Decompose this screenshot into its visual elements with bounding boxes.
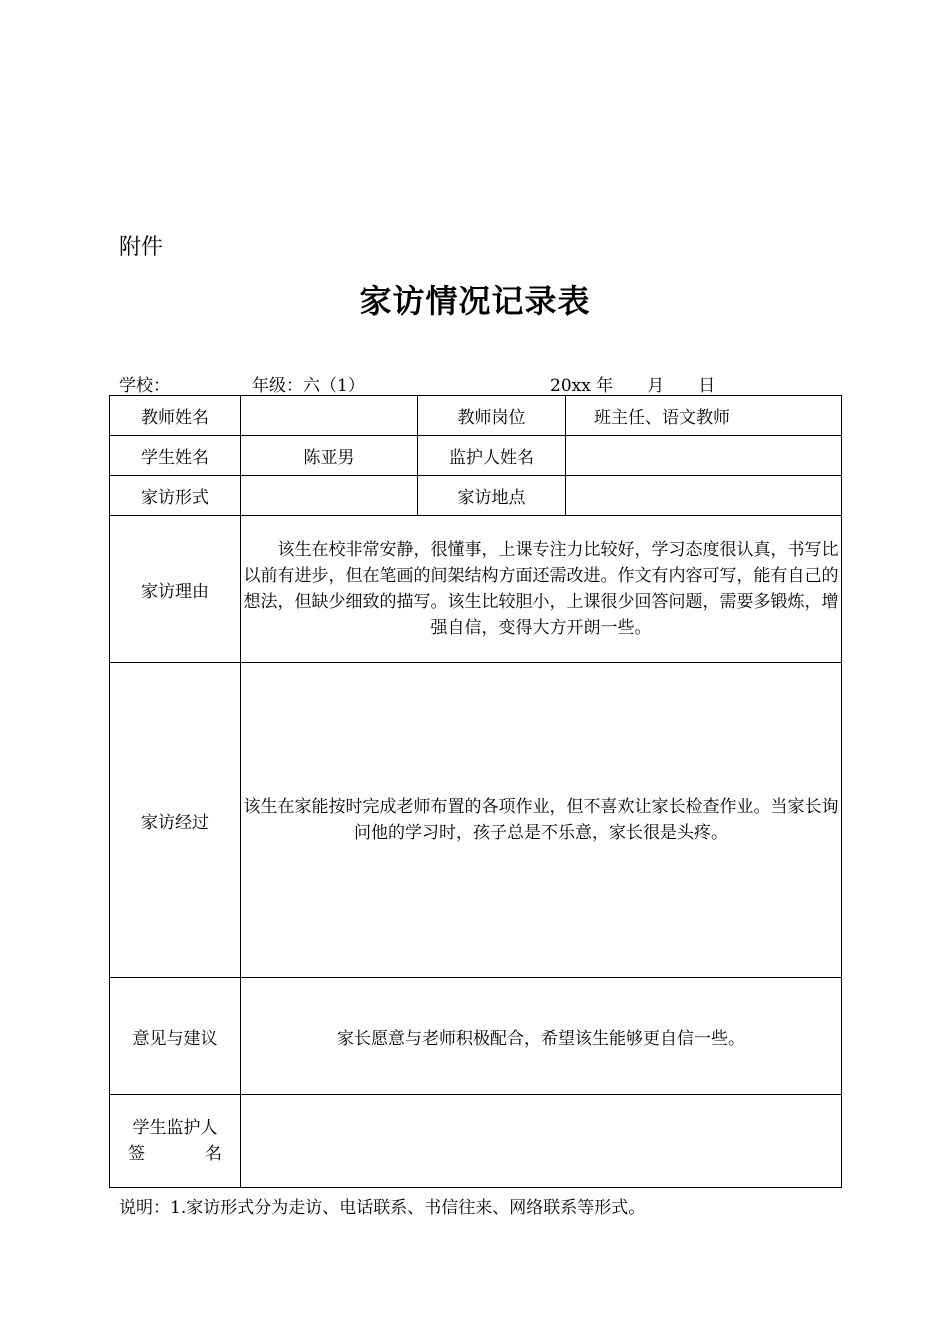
signature-label-char1: 签 bbox=[128, 1144, 145, 1164]
guardian-name-field[interactable] bbox=[566, 436, 842, 476]
school-label: 学校： bbox=[119, 376, 170, 396]
teacher-post-field[interactable]: 班主任、语文教师 bbox=[566, 396, 842, 436]
guardian-signature-field[interactable] bbox=[241, 1095, 842, 1188]
teacher-name-field[interactable] bbox=[241, 396, 418, 436]
visit-process-field[interactable]: 该生在家能按时完成老师布置的各项作业，但不喜欢让家长检查作业。当家长询问他的学习时，孩子总是不乐意，家长很是头疼。 bbox=[241, 663, 842, 978]
visit-reason-label: 家访理由 bbox=[110, 516, 241, 663]
visit-place-field[interactable] bbox=[566, 476, 842, 516]
visit-reason-text: 该生在校非常安静，很懂事，上课专注力比较好，学习态度很认真，书写比以前有进步，但在笔画的间架结构方面还需改进。作文有内容可写，能有自己的想法，但缺少细致的描写。该生比较胆小，上课很少回答问题，需要多锻炼，增强自信，变得大方开朗一些。 bbox=[243, 540, 839, 638]
visit-place-label: 家访地点 bbox=[418, 476, 566, 516]
signature-label-char2: 名 bbox=[205, 1144, 222, 1164]
suggestion-field[interactable]: 家长愿意与老师积极配合，希望该生能够更自信一些。 bbox=[241, 978, 842, 1095]
visit-process-label: 家访经过 bbox=[110, 663, 241, 978]
teacher-name-label: 教师姓名 bbox=[110, 396, 241, 436]
grade-label: 年级：六（1） bbox=[252, 376, 365, 396]
signature-label-line1: 学生监护人 bbox=[132, 1118, 218, 1138]
student-name-field[interactable]: 陈亚男 bbox=[241, 436, 418, 476]
guardian-signature-label bbox=[110, 1095, 241, 1188]
form-title: 家访情况记录表 bbox=[359, 282, 591, 320]
annex-label: 附件 bbox=[119, 235, 164, 260]
visit-reason-field[interactable] bbox=[241, 516, 842, 663]
teacher-post-label: 教师岗位 bbox=[418, 396, 566, 436]
footnote: 说明：1.家访形式分为走访、电话联系、书信往来、网络联系等形式。 bbox=[119, 1198, 646, 1218]
visit-form-field[interactable] bbox=[241, 476, 418, 516]
student-name-label: 学生姓名 bbox=[110, 436, 241, 476]
guardian-name-label: 监护人姓名 bbox=[418, 436, 566, 476]
home-visit-record-table bbox=[109, 395, 842, 1188]
visit-form-label: 家访形式 bbox=[110, 476, 241, 516]
signature-label-line2 bbox=[110, 1141, 240, 1167]
suggestion-label: 意见与建议 bbox=[110, 978, 241, 1095]
date-field: 20xx 年 月 日 bbox=[550, 376, 716, 396]
